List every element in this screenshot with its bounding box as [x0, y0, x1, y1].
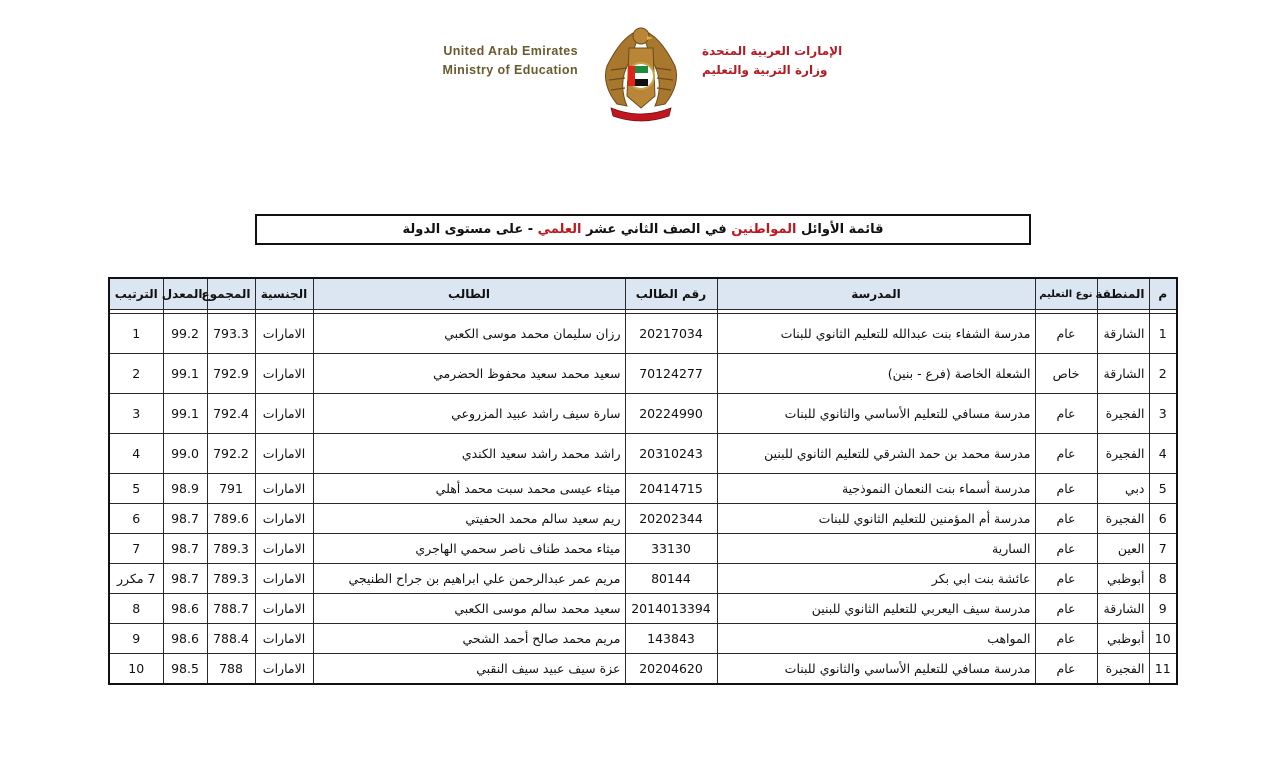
cell-m: 7 — [1149, 534, 1177, 564]
cell-total: 789.3 — [207, 534, 255, 564]
cell-average: 98.7 — [163, 534, 207, 564]
cell-m: 2 — [1149, 354, 1177, 394]
cell-region: الشارقة — [1097, 354, 1149, 394]
cell-edu-type: عام — [1035, 434, 1097, 474]
table-row — [109, 534, 1177, 564]
cell-m: 3 — [1149, 394, 1177, 434]
cell-average: 98.6 — [163, 594, 207, 624]
cell-rank: 2 — [109, 354, 163, 394]
cell-rank: 7 مكرر — [109, 564, 163, 594]
col-header-student: الطالب — [313, 278, 625, 310]
cell-edu-type: عام — [1035, 624, 1097, 654]
cell-nationality: الامارات — [255, 654, 313, 685]
en-country-line: United Arab Emirates — [443, 44, 578, 58]
cell-nationality: الامارات — [255, 354, 313, 394]
table-row — [109, 434, 1177, 474]
cell-nationality: الامارات — [255, 594, 313, 624]
cell-region: أبوظبي — [1097, 624, 1149, 654]
cell-total: 792.9 — [207, 354, 255, 394]
cell-edu-type: خاص — [1035, 354, 1097, 394]
cell-edu-type: عام — [1035, 564, 1097, 594]
cell-student: سعيد محمد سالم موسى الكعبي — [313, 594, 625, 624]
cell-m: 11 — [1149, 654, 1177, 685]
table-row — [109, 314, 1177, 354]
cell-rank: 3 — [109, 394, 163, 434]
table-body — [109, 310, 1177, 685]
cell-nationality: الامارات — [255, 534, 313, 564]
table-row — [109, 564, 1177, 594]
cell-total: 788 — [207, 654, 255, 685]
cell-average: 99.2 — [163, 314, 207, 354]
cell-edu-type: عام — [1035, 594, 1097, 624]
cell-student: سعيد محمد سعيد محفوظ الحضرمي — [313, 354, 625, 394]
cell-region: الشارقة — [1097, 594, 1149, 624]
col-header-nationality: الجنسية — [255, 278, 313, 310]
title-part-2: في الصف الثاني عشر — [581, 222, 732, 237]
cell-student: رزان سليمان محمد موسى الكعبي — [313, 314, 625, 354]
cell-school: مدرسة أم المؤمنين للتعليم الثانوي للبنات — [717, 504, 1035, 534]
cell-average: 99.1 — [163, 394, 207, 434]
cell-region: الفجيرة — [1097, 504, 1149, 534]
en-ministry-line: Ministry of Education — [442, 63, 578, 77]
table-row — [109, 474, 1177, 504]
cell-total: 789.3 — [207, 564, 255, 594]
title-highlight-science: العلمي — [537, 222, 582, 237]
cell-m: 5 — [1149, 474, 1177, 504]
cell-nationality: الامارات — [255, 504, 313, 534]
cell-average: 98.7 — [163, 564, 207, 594]
cell-rank: 6 — [109, 504, 163, 534]
cell-student-id: 20224990 — [625, 394, 717, 434]
cell-total: 788.4 — [207, 624, 255, 654]
uae-emblem-logo — [597, 22, 685, 122]
cell-school: عائشة بنت ابي بكر — [717, 564, 1035, 594]
col-header-edu-type: نوع التعليم — [1035, 278, 1097, 310]
letterhead — [0, 18, 1280, 128]
table-row — [109, 394, 1177, 434]
cell-total: 788.7 — [207, 594, 255, 624]
cell-average: 98.9 — [163, 474, 207, 504]
cell-student: سارة سيف راشد عبيد المزروعي — [313, 394, 625, 434]
cell-student-id: 20414715 — [625, 474, 717, 504]
cell-student: ميثاء محمد طناف ناصر سحمي الهاجري — [313, 534, 625, 564]
title-part-3: - على مستوى الدولة — [402, 222, 538, 237]
cell-edu-type: عام — [1035, 504, 1097, 534]
cell-total: 792.4 — [207, 394, 255, 434]
cell-rank: 9 — [109, 624, 163, 654]
table-row — [109, 624, 1177, 654]
cell-m: 1 — [1149, 314, 1177, 354]
table-row — [109, 504, 1177, 534]
cell-edu-type: عام — [1035, 394, 1097, 434]
cell-m: 9 — [1149, 594, 1177, 624]
col-header-school: المدرسة — [717, 278, 1035, 310]
cell-edu-type: عام — [1035, 474, 1097, 504]
cell-total: 793.3 — [207, 314, 255, 354]
cell-region: أبوظبي — [1097, 564, 1149, 594]
cell-school: المواهب — [717, 624, 1035, 654]
cell-student: مريم عمر عبدالرحمن علي ابراهيم بن جراح الطنيجي — [313, 564, 625, 594]
cell-school: مدرسة الشفاء بنت عبدالله للتعليم الثانوي للبنات — [717, 314, 1035, 354]
cell-edu-type: عام — [1035, 534, 1097, 564]
cell-rank: 8 — [109, 594, 163, 624]
cell-student: عزة سيف عبيد سيف النقبي — [313, 654, 625, 685]
cell-average: 98.7 — [163, 504, 207, 534]
ministry-name-arabic — [702, 42, 872, 80]
cell-average: 99.0 — [163, 434, 207, 474]
cell-m: 6 — [1149, 504, 1177, 534]
col-header-m: م — [1149, 278, 1177, 310]
cell-nationality: الامارات — [255, 314, 313, 354]
title-highlight-citizens: المواطنين — [731, 222, 797, 237]
table-header-row — [109, 278, 1177, 310]
col-header-total: المجموع — [207, 278, 255, 310]
cell-school: مدرسة محمد بن حمد الشرقي للتعليم الثانوي للبنين — [717, 434, 1035, 474]
cell-student-id: 20217034 — [625, 314, 717, 354]
ministry-name-english — [390, 42, 578, 80]
table-row — [109, 354, 1177, 394]
cell-nationality: الامارات — [255, 434, 313, 474]
cell-average: 98.5 — [163, 654, 207, 685]
cell-region: دبي — [1097, 474, 1149, 504]
cell-rank: 5 — [109, 474, 163, 504]
cell-student-id: 20204620 — [625, 654, 717, 685]
cell-region: الفجيرة — [1097, 654, 1149, 685]
cell-student-id: 80144 — [625, 564, 717, 594]
cell-student-id: 20310243 — [625, 434, 717, 474]
cell-average: 98.6 — [163, 624, 207, 654]
cell-edu-type: عام — [1035, 654, 1097, 685]
cell-nationality: الامارات — [255, 474, 313, 504]
cell-school: مدرسة مسافي للتعليم الأساسي والثانوي للبنات — [717, 394, 1035, 434]
cell-total: 789.6 — [207, 504, 255, 534]
ar-country-line: الإمارات العربية المتحدة — [702, 44, 843, 58]
cell-rank: 10 — [109, 654, 163, 685]
cell-region: الفجيرة — [1097, 394, 1149, 434]
cell-nationality: الامارات — [255, 624, 313, 654]
cell-school: مدرسة أسماء بنت النعمان النموذجية — [717, 474, 1035, 504]
cell-school: مدرسة سيف اليعربي للتعليم الثانوي للبنين — [717, 594, 1035, 624]
title-part-1: قائمة الأوائل — [796, 222, 884, 237]
cell-student-id: 143843 — [625, 624, 717, 654]
cell-total: 791 — [207, 474, 255, 504]
cell-school: السارية — [717, 534, 1035, 564]
cell-average: 99.1 — [163, 354, 207, 394]
cell-region: الفجيرة — [1097, 434, 1149, 474]
document-title — [255, 214, 1031, 245]
cell-student-id: 2014013394 — [625, 594, 717, 624]
col-header-region: المنطقة — [1097, 278, 1149, 310]
cell-student: ميثاء عيسى محمد سبت محمد أهلي — [313, 474, 625, 504]
cell-student-id: 70124277 — [625, 354, 717, 394]
cell-student: راشد محمد راشد سعيد الكندي — [313, 434, 625, 474]
cell-nationality: الامارات — [255, 394, 313, 434]
ar-ministry-line: وزارة التربية والتعليم — [702, 63, 828, 77]
col-header-student-id: رقم الطالب — [625, 278, 717, 310]
col-header-rank: الترتيب — [109, 278, 163, 310]
cell-total: 792.2 — [207, 434, 255, 474]
cell-region: العين — [1097, 534, 1149, 564]
cell-rank: 4 — [109, 434, 163, 474]
table-row — [109, 654, 1177, 685]
cell-m: 4 — [1149, 434, 1177, 474]
col-header-average: المعدل — [163, 278, 207, 310]
cell-edu-type: عام — [1035, 314, 1097, 354]
cell-student-id: 20202344 — [625, 504, 717, 534]
cell-student: مريم محمد صالح أحمد الشحي — [313, 624, 625, 654]
cell-region: الشارقة — [1097, 314, 1149, 354]
cell-m: 8 — [1149, 564, 1177, 594]
cell-school: مدرسة مسافي للتعليم الأساسي والثانوي للبنات — [717, 654, 1035, 685]
cell-school: الشعلة الخاصة (فرع - بنين) — [717, 354, 1035, 394]
table-row — [109, 594, 1177, 624]
cell-student: ريم سعيد سالم محمد الحفيتي — [313, 504, 625, 534]
cell-m: 10 — [1149, 624, 1177, 654]
cell-rank: 1 — [109, 314, 163, 354]
cell-rank: 7 — [109, 534, 163, 564]
results-table — [108, 277, 1178, 685]
cell-nationality: الامارات — [255, 564, 313, 594]
cell-student-id: 33130 — [625, 534, 717, 564]
